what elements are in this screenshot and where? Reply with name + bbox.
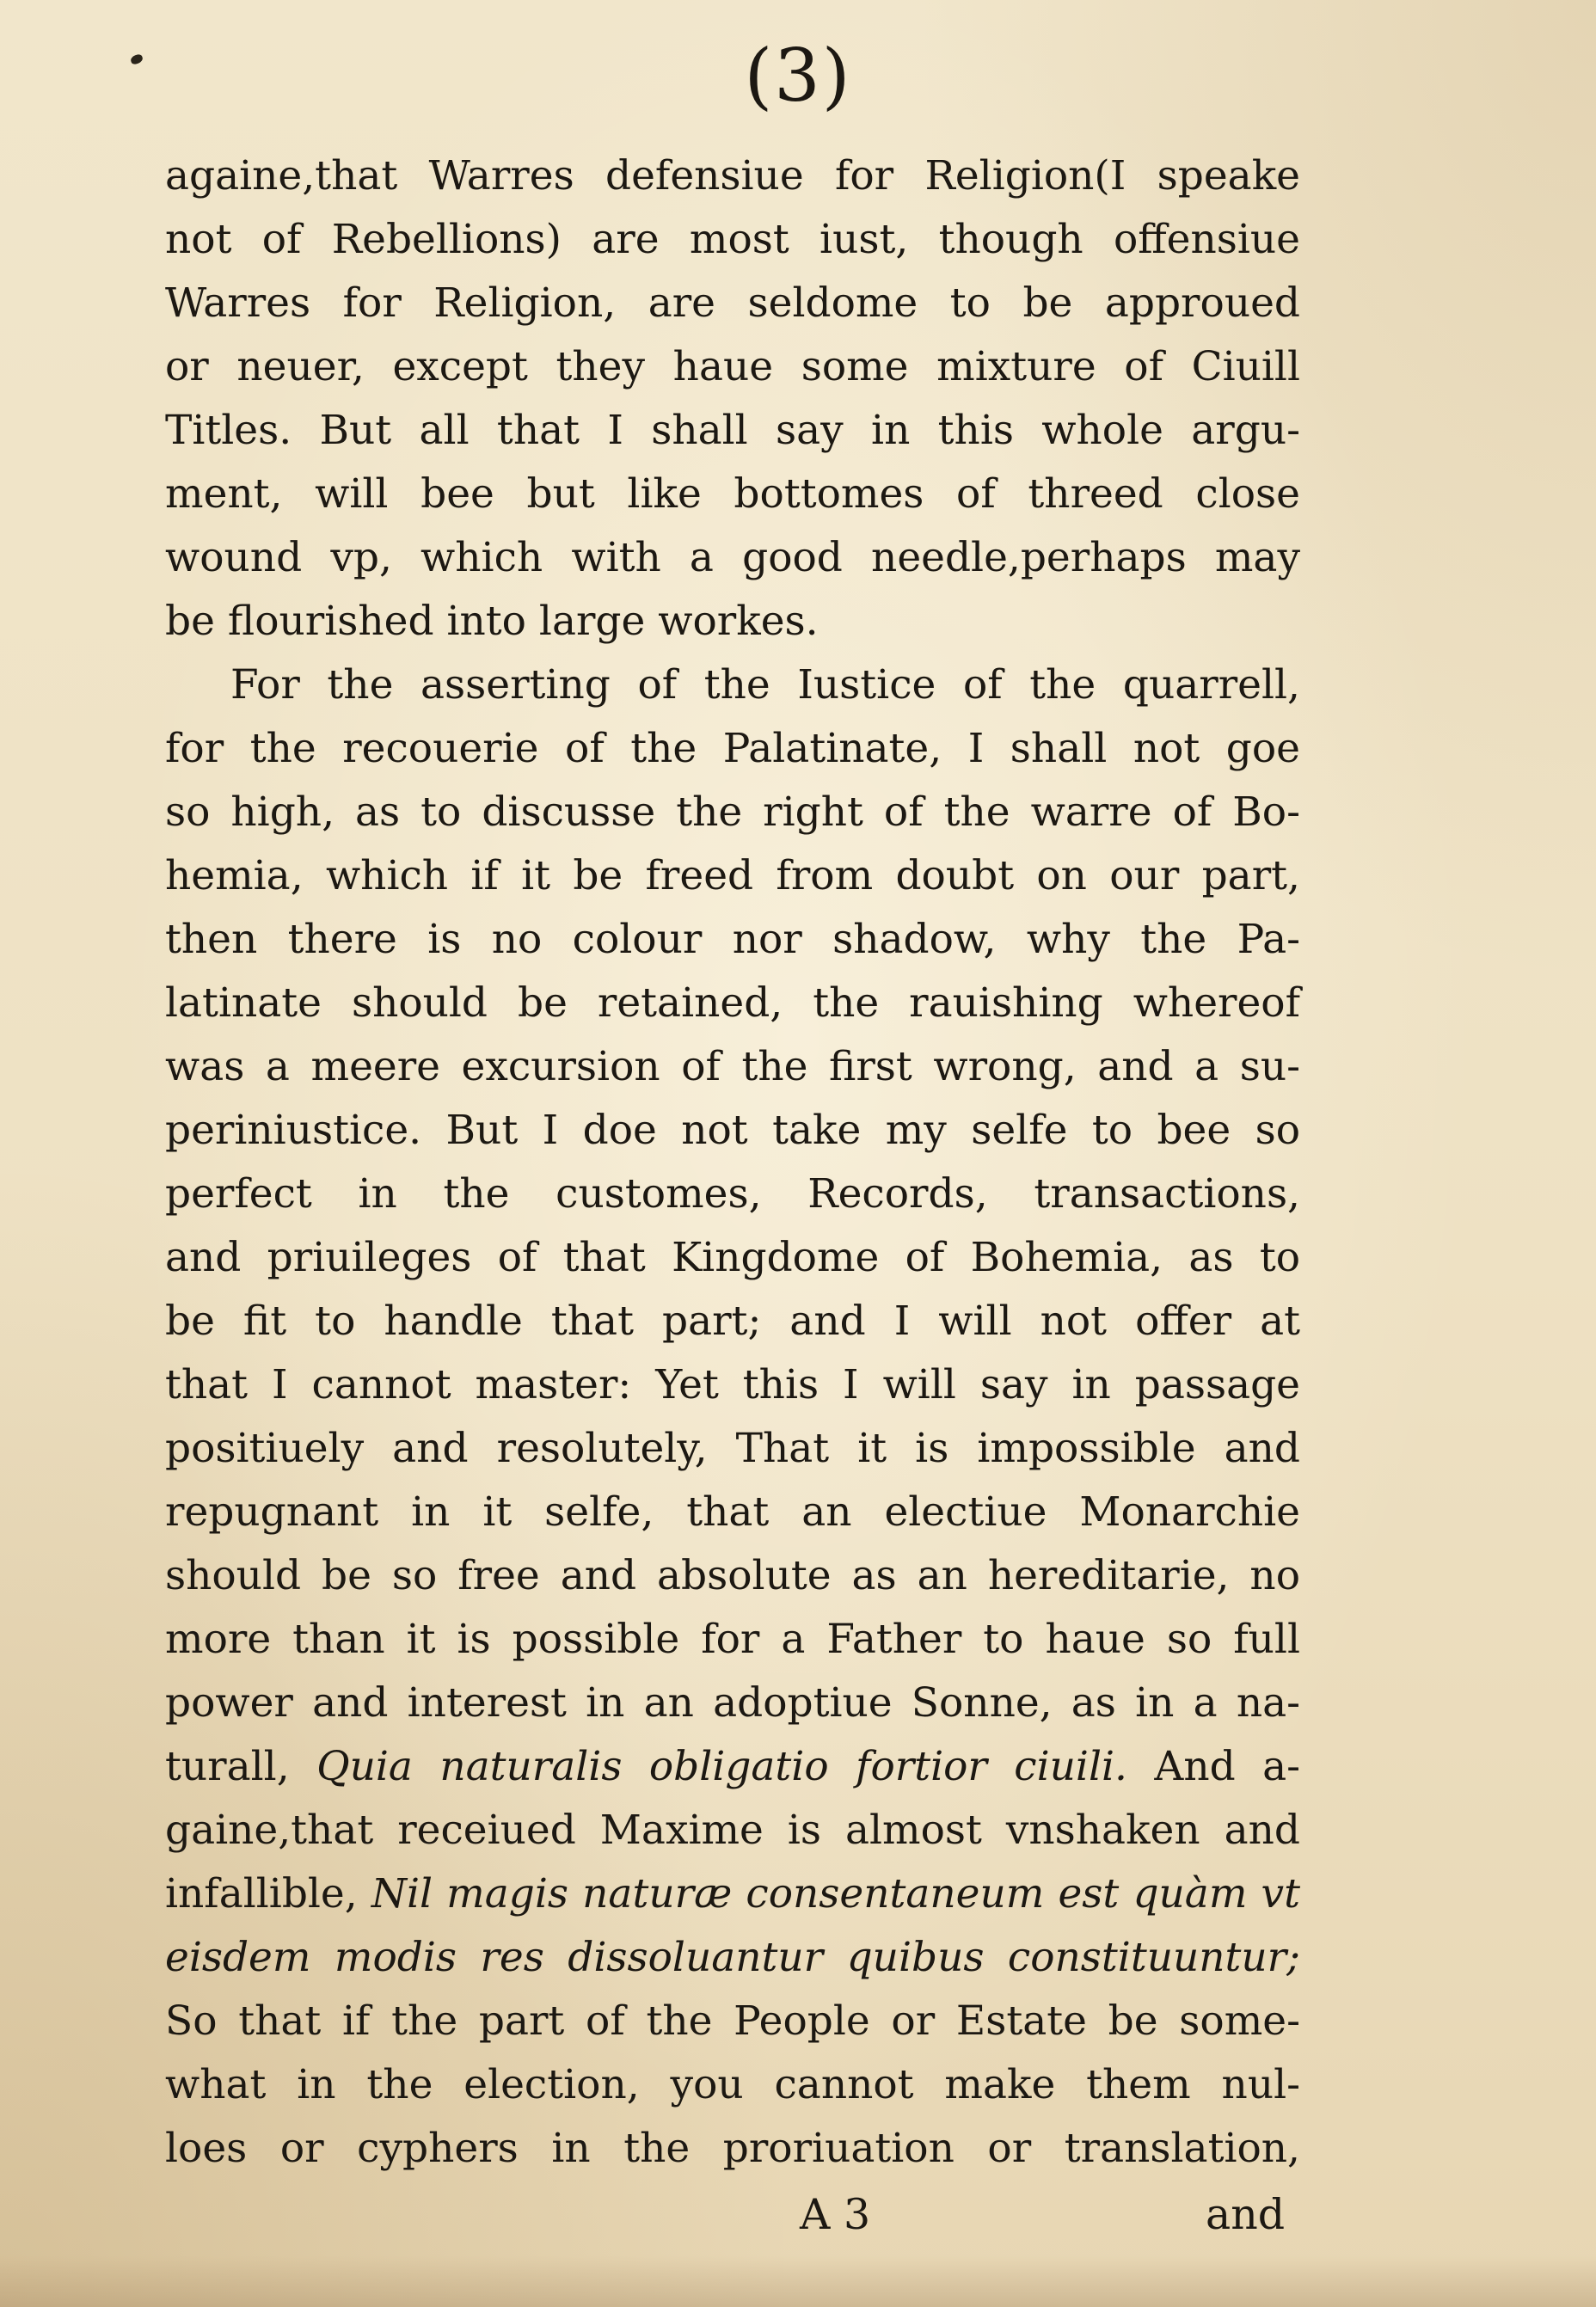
text-line: loes or cyphers in the proriuation or translation, xyxy=(165,2125,1300,2172)
text-line xyxy=(165,1926,1300,1990)
text-line: latinate should be retained, the rauishing whereof xyxy=(165,979,1300,1027)
text-line: should be so free and absolute as an hereditarie, no xyxy=(165,1552,1300,1599)
text-line: for the recouerie of the Palatinate, I shall not goe xyxy=(165,725,1300,772)
text-line: so high, as to discusse the right of the warre of Bo- xyxy=(165,788,1300,836)
text-segment: infallible, xyxy=(165,1870,358,1917)
text-line: or neuer, except they haue some mixture of Ciuill xyxy=(165,343,1300,390)
page-footer xyxy=(0,2181,1596,2249)
text-line: power and interest in an adoptiue Sonne, as in a na- xyxy=(165,1679,1300,1727)
latin-quotation: Quia naturalis obligatio fortior ciuili. xyxy=(316,1743,1127,1790)
text-segment: turall, xyxy=(165,1743,290,1790)
text-line xyxy=(165,1862,1300,1926)
text-line: and priuileges of that Kingdome of Bohemia, as to xyxy=(165,1234,1300,1281)
text-line: For the asserting of the Iustice of the quarrell, xyxy=(230,661,1300,709)
text-line: perfect in the customes, Records, transactions, xyxy=(165,1170,1300,1218)
page-edge-shading xyxy=(0,2255,1596,2307)
text-line: repugnant in it selfe, that an electiue Monarchie xyxy=(165,1488,1300,1536)
text-line: againe,that Warres defensiue for Religion(I speake xyxy=(165,152,1300,199)
latin-quotation: eisdem modis res dissoluantur quibus constituuntur; xyxy=(165,1934,1300,1981)
text-line: was a meere excursion of the first wrong, and a su- xyxy=(165,1043,1300,1090)
text-line: hemia, which if it be freed from doubt on our part, xyxy=(165,852,1300,899)
text-line: So that if the part of the People or Estate be some- xyxy=(165,1997,1300,2045)
signature-mark: A 3 xyxy=(800,2190,871,2239)
text-line: wound vp, which with a good needle,perhaps may xyxy=(165,534,1300,581)
text-line: Titles. But all that I shall say in this whole argu- xyxy=(165,407,1300,454)
text-line: ment, will bee but like bottomes of threed close xyxy=(165,470,1300,518)
latin-quotation: Nil magis naturæ consentaneum est quàm vt xyxy=(371,1870,1300,1917)
text-line: not of Rebellions) are most iust, though offensiue xyxy=(165,216,1300,263)
catchword: and xyxy=(1206,2190,1286,2239)
text-segment: And a- xyxy=(1154,1743,1300,1790)
text-line: what in the election, you cannot make them nul- xyxy=(165,2061,1300,2108)
text-line: Warres for Religion, are seldome to be approued xyxy=(165,279,1300,327)
text-line xyxy=(165,1735,1300,1799)
text-line: gaine,that receiued Maxime is almost vnshaken and xyxy=(165,1807,1300,1854)
text-line: more than it is possible for a Father to haue so full xyxy=(165,1616,1300,1663)
text-line: periniustice. But I doe not take my selfe to bee so xyxy=(165,1107,1300,1154)
text-line: be flourished into large workes. xyxy=(165,598,819,645)
text-line: then there is no colour nor shadow, why the Pa- xyxy=(165,916,1300,963)
text-line: that I cannot master: Yet this I will say in passage xyxy=(165,1361,1300,1408)
page-number: (3) xyxy=(744,34,852,118)
text-line: positiuely and resolutely, That it is impossible and xyxy=(165,1425,1300,1472)
text-line: be fit to handle that part; and I will not offer at xyxy=(165,1298,1300,1345)
body-text xyxy=(165,144,1300,2181)
